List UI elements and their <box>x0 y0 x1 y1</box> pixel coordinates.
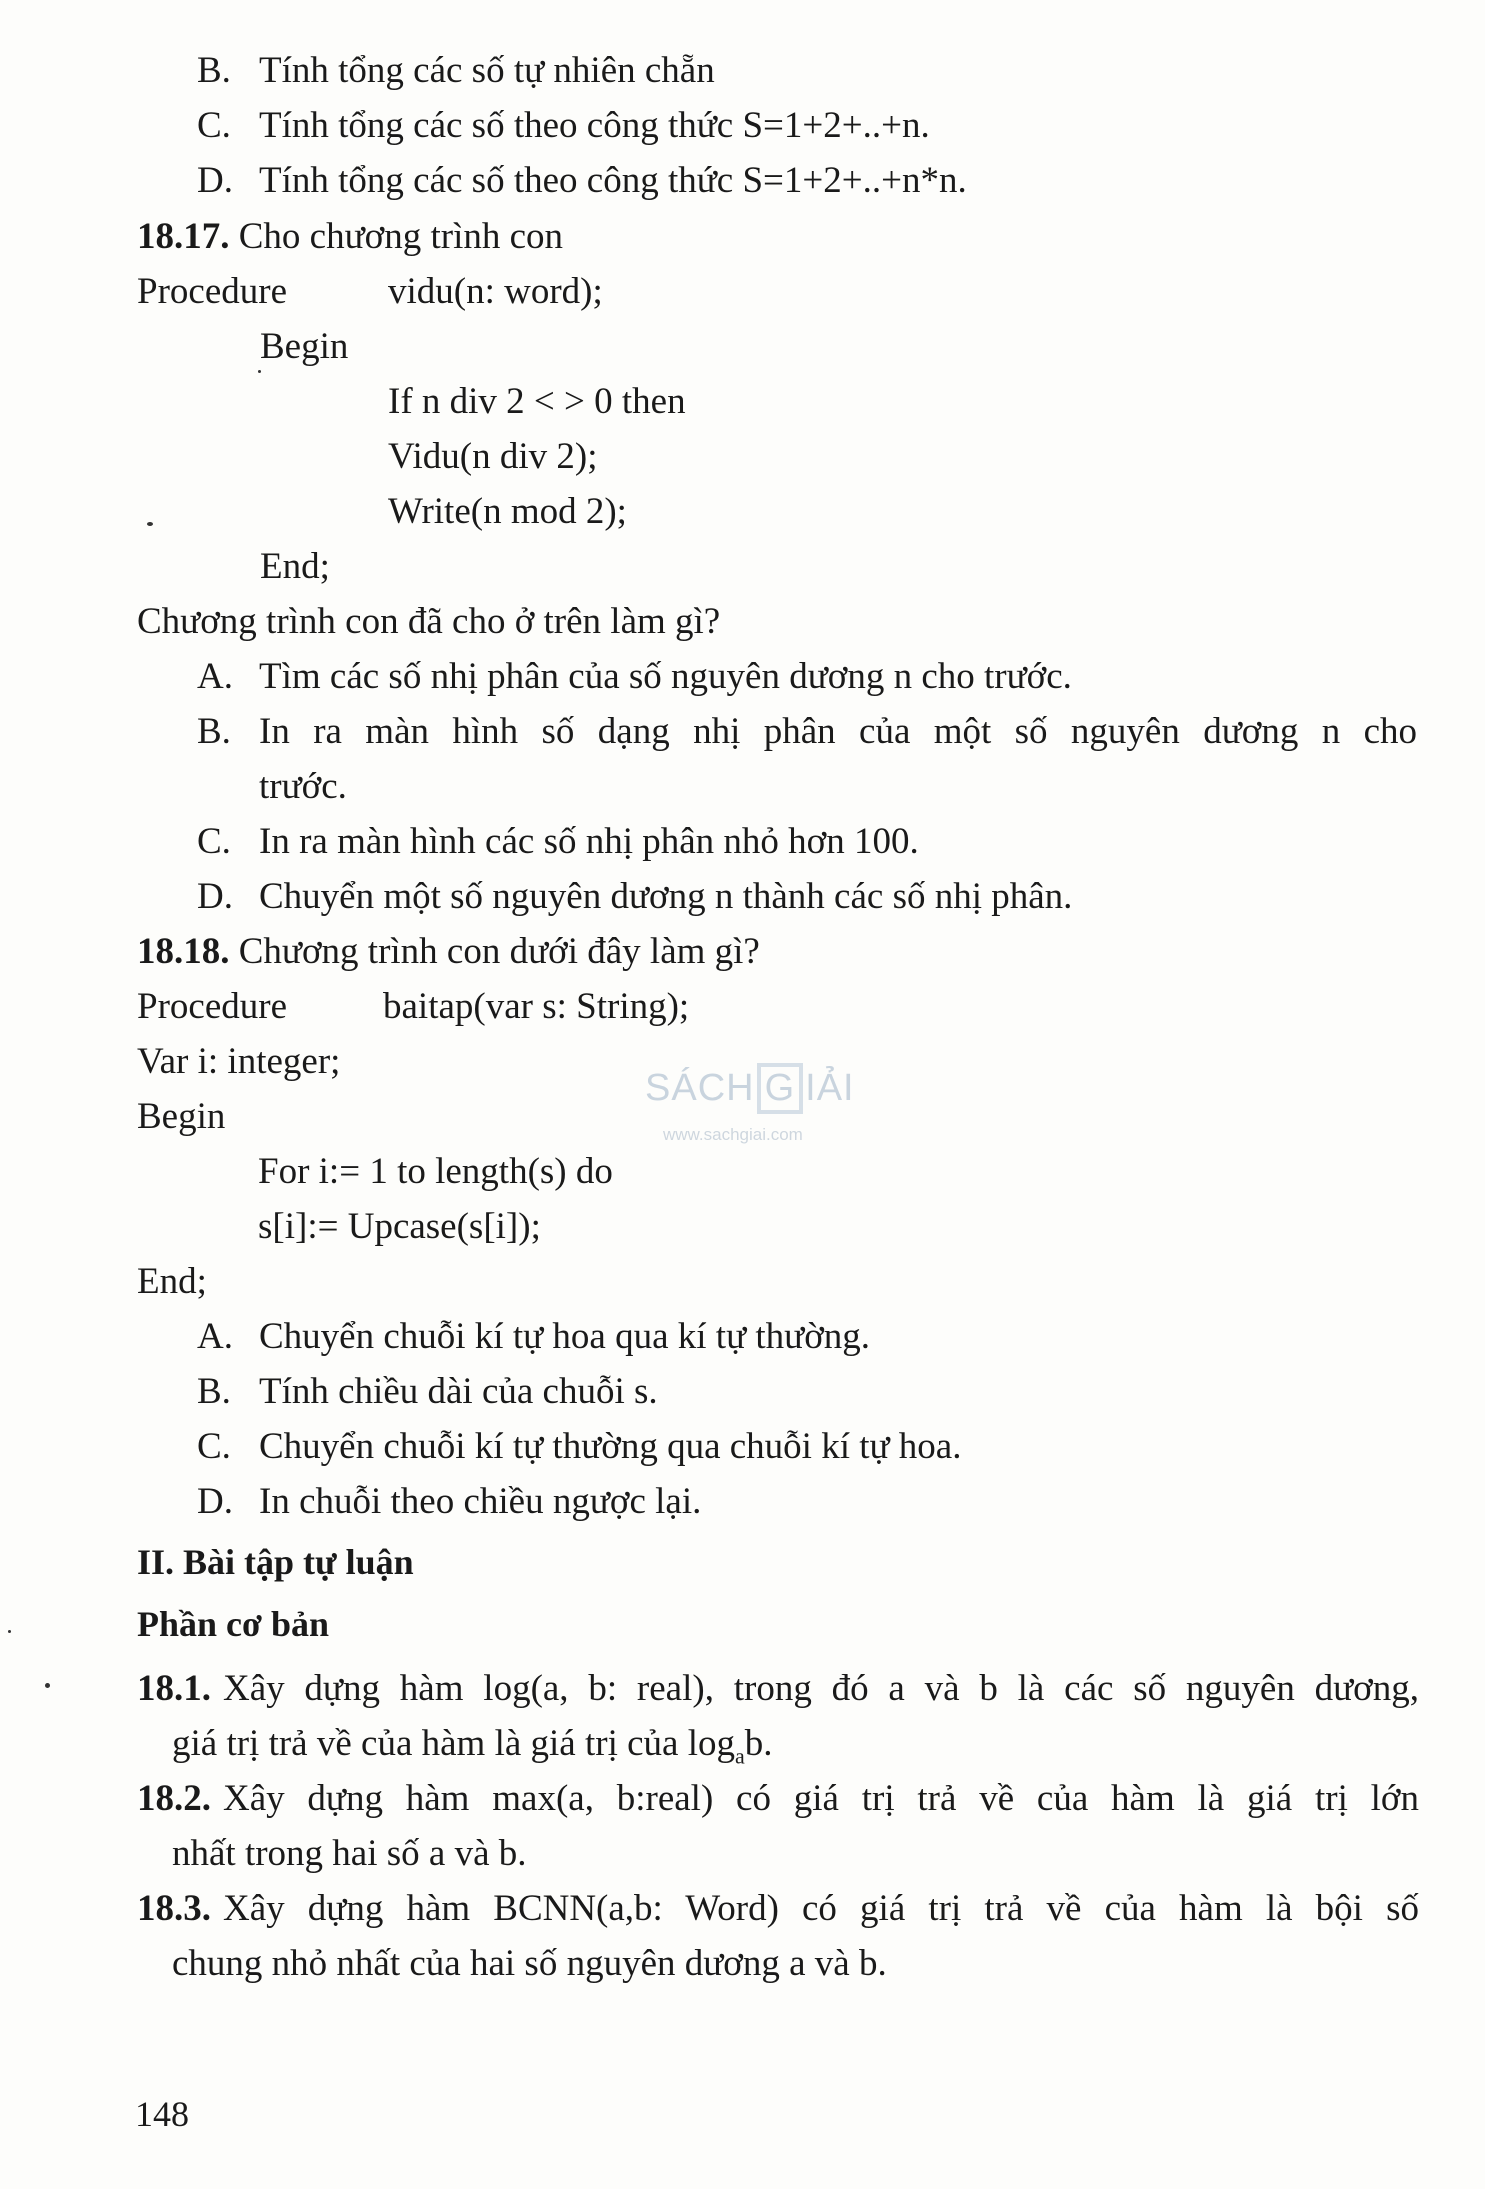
q18-18-option-a: A. Chuyển chuỗi kí tự hoa qua kí tự thường. <box>197 1316 871 1357</box>
q18-16-option-c: C. Tính tổng các số theo công thức S=1+2+..+n. <box>197 105 930 146</box>
question-number: 18.17. <box>137 216 230 257</box>
q18-18-heading <box>137 933 760 970</box>
code-line: s[i]:= Upcase(s[i]); <box>258 1206 541 1247</box>
q18-16-option-b: B. Tính tổng các số tự nhiên chẵn <box>197 50 715 91</box>
code-end: End; <box>137 1261 207 1302</box>
scan-speck <box>8 1630 11 1633</box>
code-begin: Begin <box>137 1096 226 1137</box>
code-begin: Begin <box>260 326 349 367</box>
exercise-18-2-cont: nhất trong hai số a và b. <box>172 1833 527 1874</box>
question-prompt: Cho chương trình con <box>238 216 564 257</box>
exercise-number: 18.3. <box>137 1888 211 1929</box>
exercise-number: 18.2. <box>137 1778 211 1819</box>
code-line: If n div 2 < > 0 then <box>388 381 686 422</box>
q18-17-option-d: D. Chuyển một số nguyên dương n thành các số nhị phân. <box>197 876 1073 917</box>
scan-speck <box>258 370 261 373</box>
q18-17-option-a: A. Tìm các số nhị phân của số nguyên dương n cho trước. <box>197 656 1072 697</box>
q18-17-option-b-cont: trước. <box>259 766 347 807</box>
exercise-18-3-cont: chung nhỏ nhất của hai số nguyên dương a và b. <box>172 1943 887 1984</box>
q18-18-option-b: B. Tính chiều dài của chuỗi s. <box>197 1371 658 1412</box>
code-procedure-kw: Procedure <box>137 271 287 312</box>
exercise-18-2: 18.2. Xây dựng hàm max(a, b:real) có giá trị trả về của hàm là giá trị lớn <box>137 1778 1419 1819</box>
q18-18-option-c: C. Chuyển chuỗi kí tự thường qua chuỗi kí tự hoa. <box>197 1426 962 1467</box>
code-line: Vidu(n div 2); <box>388 436 598 477</box>
q18-17-option-c: C. In ra màn hình các số nhị phân nhỏ hơn 100. <box>197 821 919 862</box>
exercise-18-1-cont: giá trị trả về của hàm là giá trị của $\log_ab$. <box>172 1723 773 1769</box>
q18-17-option-b: B. In ra màn hình số dạng nhị phân của một số nguyên dương n cho <box>197 711 1417 752</box>
code-procedure-signature: baitap(var s: String); <box>383 986 690 1027</box>
scan-speck <box>45 1683 50 1688</box>
code-var: Var i: integer; <box>137 1041 341 1082</box>
code-procedure-kw: Procedure <box>137 986 287 1027</box>
subsection-title: Phần cơ bản <box>137 1604 329 1644</box>
code-line: Write(n mod 2); <box>388 491 627 532</box>
watermark-logo <box>645 1055 865 1155</box>
question-text: Chương trình con đã cho ở trên làm gì? <box>137 601 721 642</box>
question-number: 18.18. <box>137 931 230 972</box>
q18-16-option-d: D. Tính tổng các số theo công thức S=1+2+..+n*n. <box>197 160 967 201</box>
watermark-brand: SÁCH G IẢI <box>645 1063 855 1114</box>
exercise-18-3: 18.3. Xây dựng hàm BCNN(a,b: Word) có giá trị trả về của hàm là bội số <box>137 1888 1419 1929</box>
code-procedure-signature: vidu(n: word); <box>388 271 603 312</box>
scan-speck <box>147 522 153 526</box>
watermark-url: www.sachgiai.com <box>663 1125 803 1144</box>
q18-17-heading <box>137 218 563 255</box>
q18-18-option-d: D. In chuỗi theo chiều ngược lại. <box>197 1481 702 1522</box>
exercise-number: 18.1. <box>137 1668 211 1709</box>
code-line: For i:= 1 to length(s) do <box>258 1151 613 1192</box>
exercise-18-1: 18.1. Xây dựng hàm log(a, b: real), trong đó a và b là các số nguyên dương, <box>137 1668 1419 1709</box>
code-end: End; <box>260 546 330 587</box>
section-title: II. Bài tập tự luận <box>137 1542 414 1582</box>
question-prompt: Chương trình con dưới đây làm gì? <box>238 931 760 972</box>
page-number: 148 <box>135 2094 189 2134</box>
